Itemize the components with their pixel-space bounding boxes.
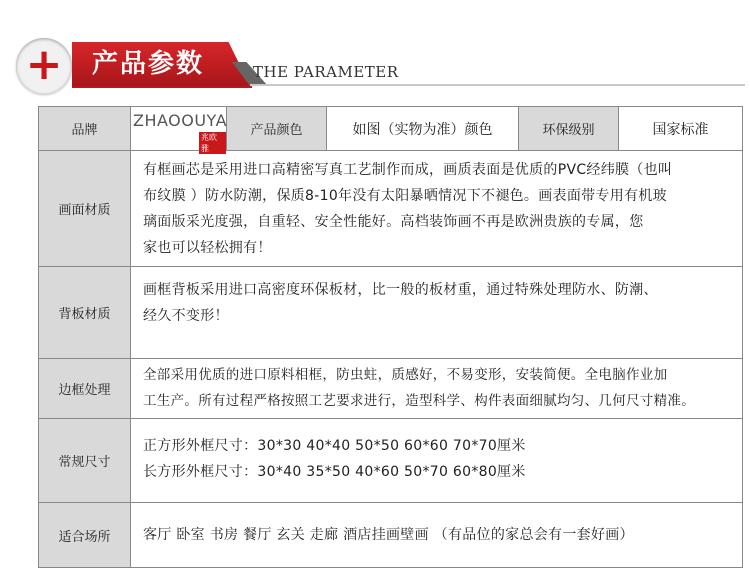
header-divider xyxy=(250,84,745,86)
value-line: 经久不变形！ xyxy=(143,308,229,324)
value-line: 家也可以轻松拥有！ xyxy=(143,240,272,256)
value-line: 长方形外框尺寸：30*40 35*50 40*60 50*70 60*80厘米 xyxy=(143,464,526,480)
header-accent-line xyxy=(72,86,252,88)
table-row-brand xyxy=(39,107,742,151)
table-row xyxy=(39,267,742,359)
row-value xyxy=(131,151,742,266)
row-value xyxy=(131,267,742,358)
brand-logo xyxy=(131,107,228,153)
table-row xyxy=(39,359,742,419)
color-label: 产品颜色 xyxy=(227,107,327,150)
table-row xyxy=(39,151,742,267)
row-label: 边框处理 xyxy=(39,359,131,418)
value-line: 画框背板采用进口高密度环保板材，比一般的板材重，通过特殊处理防水、防潮、 xyxy=(143,282,658,298)
value-line: 工生产。所有过程严格按照工艺要求进行，造型科学、构件表面细腻均匀、几何尺寸精准。 xyxy=(143,393,695,409)
page-title: 产品参数 xyxy=(92,49,205,79)
table-row xyxy=(39,503,742,567)
color-value: 如图（实物为准）颜色 xyxy=(327,107,519,150)
brand-logo-text: ZHAOOUYA xyxy=(133,111,228,130)
parameter-table xyxy=(38,106,743,568)
brand-label: 品牌 xyxy=(39,107,131,150)
plus-badge xyxy=(16,38,72,94)
row-value xyxy=(131,503,742,567)
row-value xyxy=(131,419,742,502)
page-subtitle: THE PARAMETER xyxy=(253,63,399,81)
value-line: 客厅 卧室 书房 餐厅 玄关 走廊 酒店挂画壁画 （有品位的家总会有一套好画） xyxy=(143,527,634,543)
value-line: 全部采用优质的进口原料相框，防虫蛀，质感好，不易变形，安装简便。全电脑作业加 xyxy=(143,367,668,383)
plus-icon: + xyxy=(25,39,63,90)
row-label: 适合场所 xyxy=(39,503,131,567)
row-label: 画面材质 xyxy=(39,151,131,266)
value-line: 有框画芯是采用进口高精密写真工艺制作而成，画质表面是优质的PVC经纬膜（也叫 xyxy=(143,162,673,178)
value-line: 布纹膜 ）防水防潮，保质8-10年没有太阳暴晒情况下不褪色。画表面带专用有机玻 xyxy=(143,188,667,204)
row-label: 常规尺寸 xyxy=(39,419,131,502)
header xyxy=(0,0,750,100)
env-value: 国家标准 xyxy=(652,121,709,138)
row-value xyxy=(131,359,742,418)
value-line: 璃面版采光度强，自重轻、安全性能好。高档装饰画不再是欧洲贵族的专属，您 xyxy=(143,214,644,230)
env-label: 环保级别 xyxy=(519,107,619,150)
brand-logo-sub: 兆欧雅 xyxy=(199,132,226,154)
table-row xyxy=(39,419,742,503)
value-line: 正方形外框尺寸：30*30 40*40 50*50 60*60 70*70厘米 xyxy=(143,438,526,454)
row-label: 背板材质 xyxy=(39,267,131,358)
